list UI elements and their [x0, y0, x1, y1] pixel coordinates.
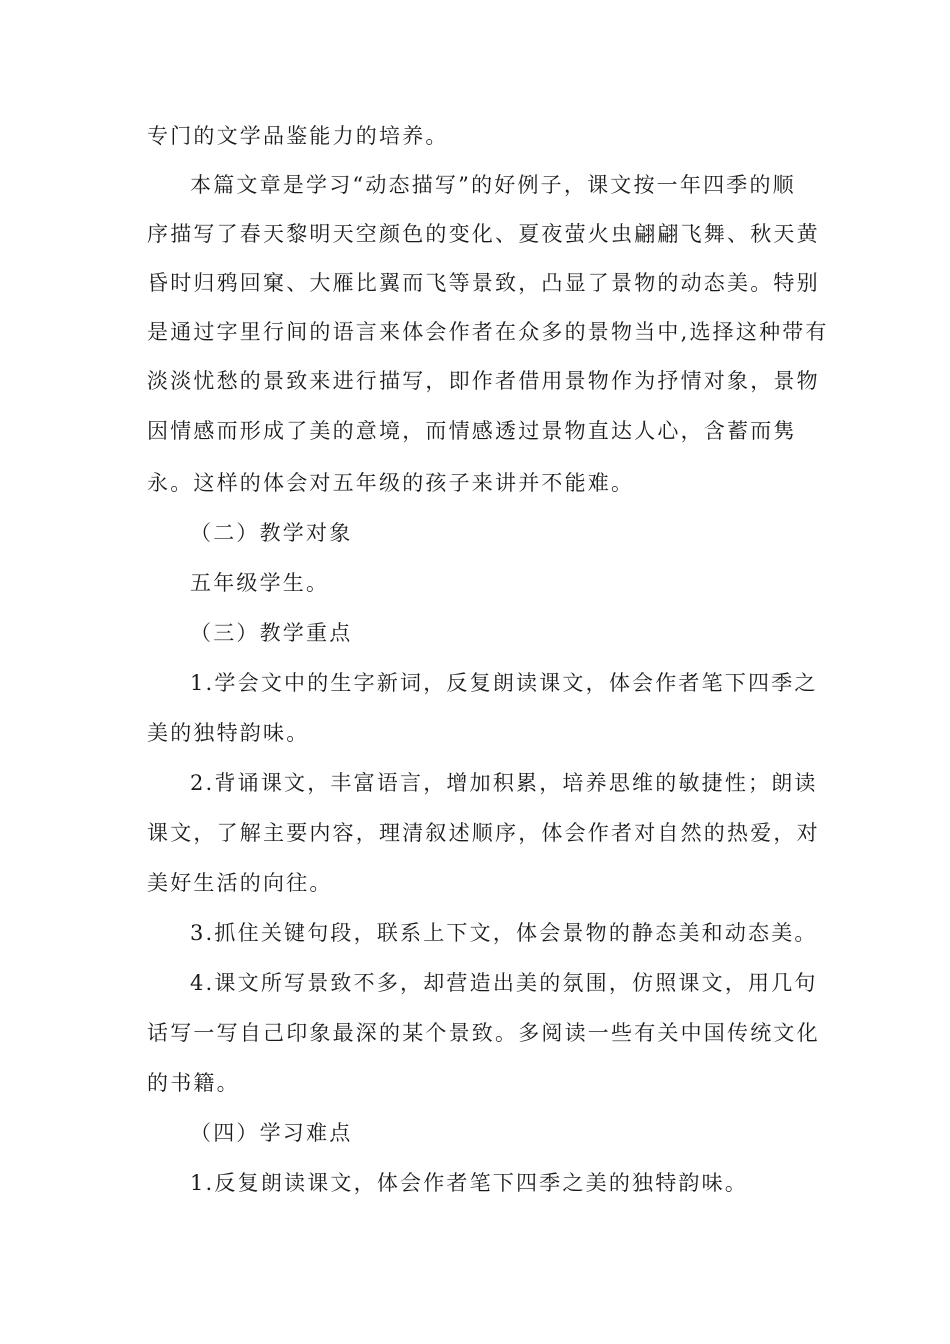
paragraph-line: 昏时归鸦回窠、大雁比翼而飞等景致，凸显了景物的动态美。特别 [147, 271, 820, 295]
list-item-line: 1.反复朗读课文，体会作者笔下四季之美的独特韵味。 [190, 1171, 749, 1195]
paragraph-line: 因情感而形成了美的意境，而情感透过景物直达人心，含蓄而隽 [147, 419, 797, 443]
list-item-line: 4.课文所写景致不多，却营造出美的氛围，仿照课文，用几句 [190, 971, 818, 995]
list-item-line: 1.学会文中的生字新词，反复朗读课文，体会作者笔下四季之 [190, 671, 818, 695]
paragraph-line: 序描写了春天黎明天空颜色的变化、夏夜萤火虫翩翩飞舞、秋天黄 [147, 222, 820, 246]
section-heading: （四）学习难点 [190, 1121, 353, 1145]
list-item-line: 2.背诵课文，丰富语言，增加积累，培养思维的敏捷性；朗读 [190, 771, 818, 795]
list-item-line: 话写一写自己印象最深的某个景致。多阅读一些有关中国传统文化 [147, 1021, 820, 1045]
list-item-line: 美好生活的向往。 [147, 871, 333, 895]
section-heading: （三）教学重点 [190, 621, 353, 645]
paragraph-line: 五年级学生。 [190, 571, 330, 595]
paragraph-line: 永。这样的体会对五年级的孩子来讲并不能难。 [147, 471, 635, 495]
paragraph-line: 专门的文学品鉴能力的培养。 [147, 124, 449, 148]
list-item-line: 的书籍。 [147, 1071, 240, 1095]
paragraph-line: 本篇文章是学习“动态描写”的好例子，课文按一年四季的顺 [190, 173, 796, 197]
list-item-line: 3.抓住关键句段，联系上下文，体会景物的静态美和动态美。 [190, 921, 818, 945]
list-item-line: 美的独特韵味。 [147, 721, 310, 745]
paragraph-line: 是通过字里行间的语言来体会作者在众多的景物当中,选择这种带有 [147, 320, 829, 344]
section-heading: （二）教学对象 [190, 521, 353, 545]
paragraph-line: 淡淡忧愁的景致来进行描写，即作者借用景物作为抒情对象，景物 [147, 369, 820, 393]
list-item-line: 课文，了解主要内容，理清叙述顺序，体会作者对自然的热爱，对 [147, 821, 820, 845]
